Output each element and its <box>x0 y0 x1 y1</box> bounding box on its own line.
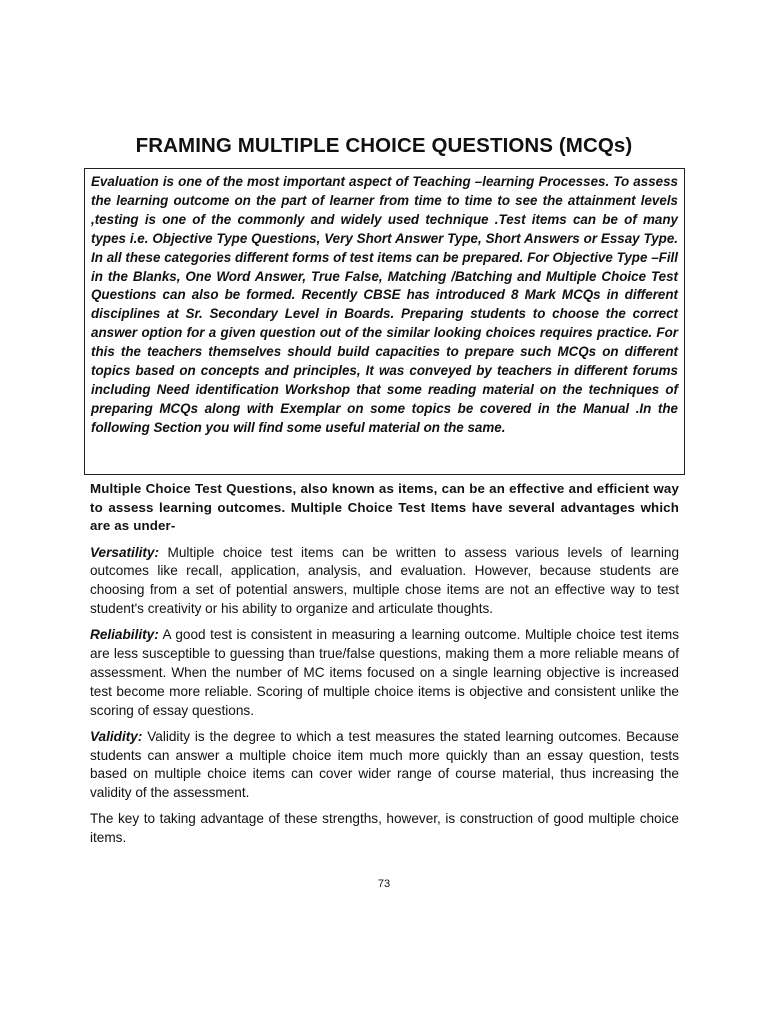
versatility-text: Multiple choice test items can be written to assess various levels of learning outcomes like recall, application, analysis, and evaluation. However, because students are choosing from a set of potential answers, multiple chose items are not an effective way to test student's creativity or his ability to organize and articulate thoughts. <box>90 544 679 617</box>
versatility-term: Versatility: <box>90 544 160 560</box>
reliability-paragraph <box>90 626 679 721</box>
validity-text: Validity is the degree to which a test measures the stated learning outcomes. Because students can answer a multiple choice item much more quickly than an essay question, tests based on multiple choice items can cover wider range of course material, thus increasing the validity of the assessment. <box>90 728 679 801</box>
lead-paragraph: Multiple Choice Test Questions, also known as items, can be an effective and efficient way to assess learning outcomes. Multiple Choice Test Items have several advantages which are as under- <box>90 481 679 533</box>
page-number: 73 <box>377 878 391 890</box>
reliability-term: Reliability: <box>90 627 159 643</box>
intro-box: Evaluation is one of the most important aspect of Teaching –learning Processes. To assess the learning outcome on the part of learner from time to time to see the attainment levels ,testing is one of the commonly and widely used technique .Test items can be of many types i.e. Objective Type Questions, Very Short Answer Type, Short Answers or Essay Type. In all these categories different forms of test items can be prepared. For Objective Type –Fill in the Blanks, One Word Answer, True False, Matching /Batching and Multiple Choice Test Questions can also be formed. Recently CBSE has introduced 8 Mark MCQs in different disciplines at Sr. Secondary Level in Boards. Preparing students to choose the correct answer option for a given question out of the similar looking choices requires practice. For this the teachers themselves should build capacities to prepare such MCQs on different topics based on concepts and principles, It was conveyed by teachers in different forums including Need identification Workshop that some reading material on the techniques of preparing MCQs along with Exemplar on some topics be covered in the Manual .In the following Section you will find some useful material on the same. <box>84 168 685 475</box>
versatility-paragraph <box>90 544 679 620</box>
body-content <box>90 480 679 855</box>
page-title: FRAMING MULTIPLE CHOICE QUESTIONS (MCQs) <box>135 134 633 157</box>
validity-paragraph <box>90 728 679 804</box>
validity-term: Validity: <box>90 728 143 744</box>
closing-paragraph: The key to taking advantage of these strengths, however, is construction of good multiple choice items. <box>90 811 679 846</box>
reliability-text: A good test is consistent in measuring a learning outcome. Multiple choice test items are less susceptible to guessing than true/false questions, making them a more reliable means of assessment. When the number of MC items focused on a single learning objective is increased test become more reliable. Scoring of multiple choice items is objective and consistent unlike the scoring of essay questions. <box>90 627 679 718</box>
